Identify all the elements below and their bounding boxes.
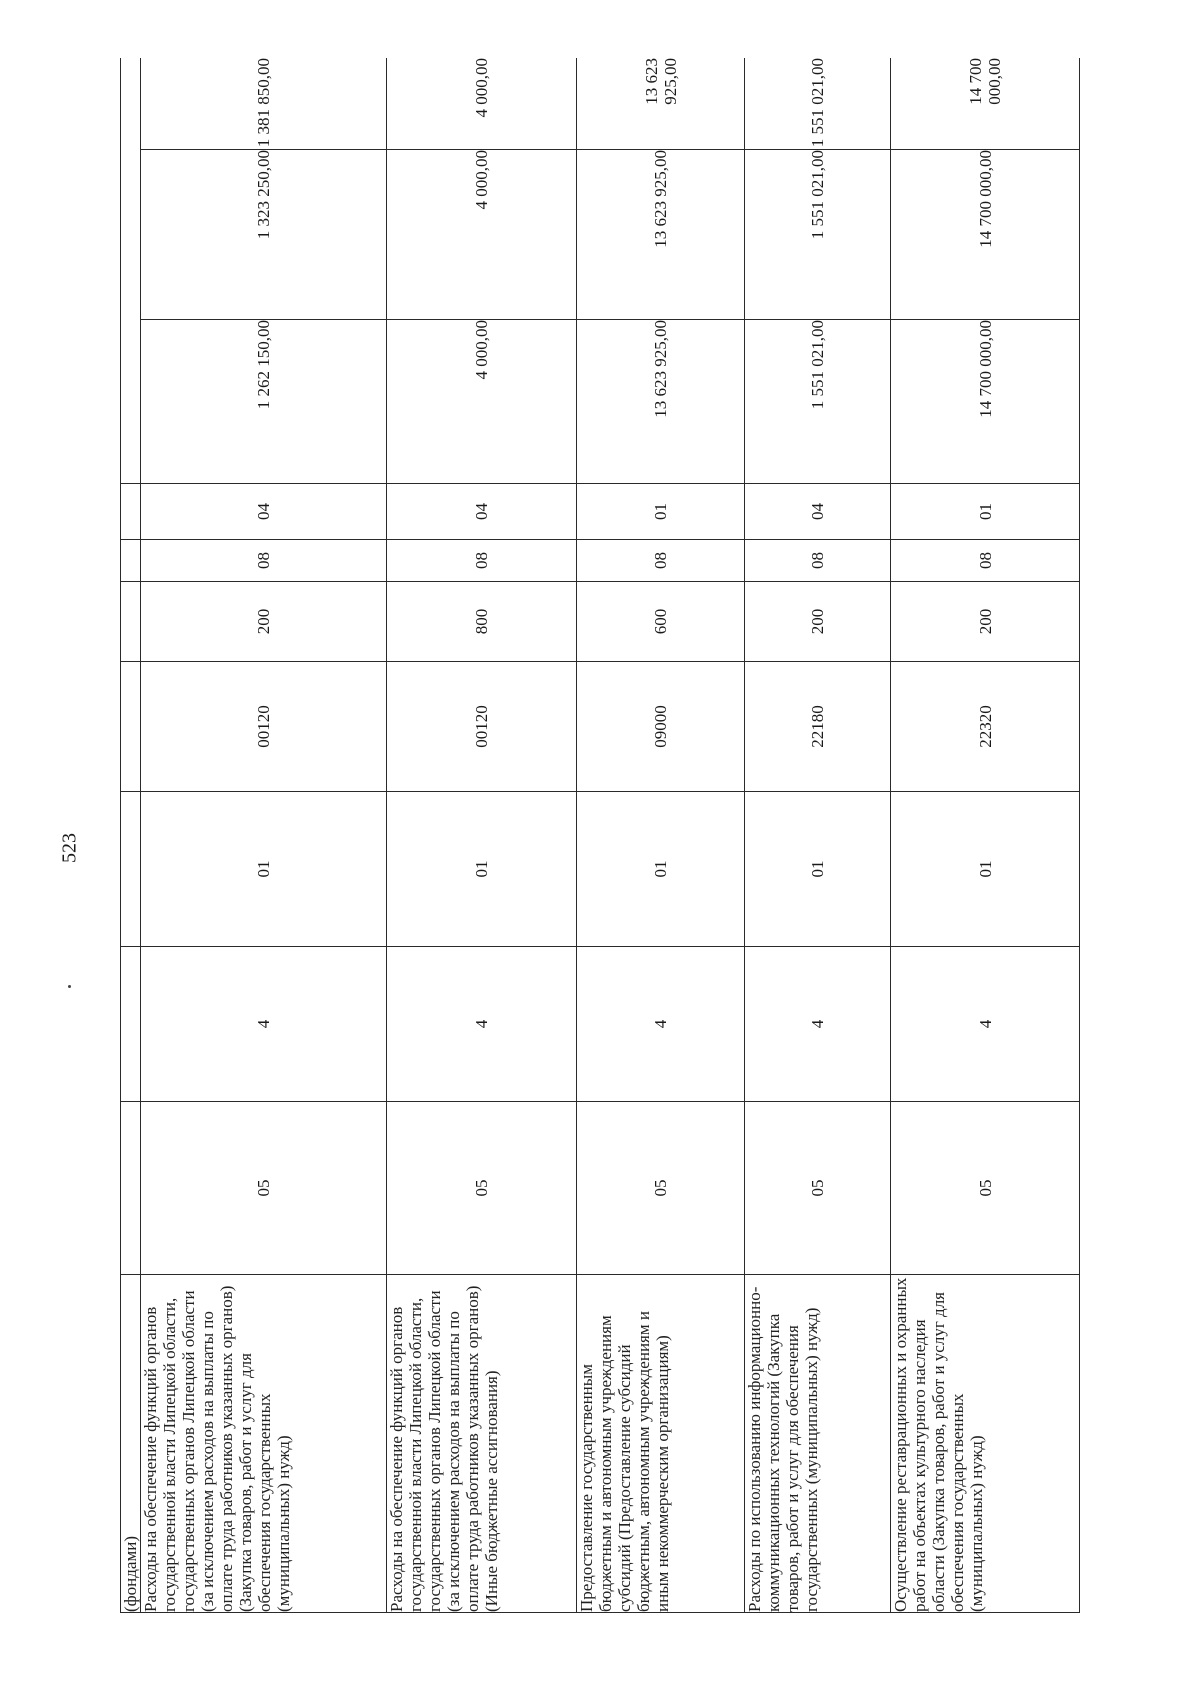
empty-cell bbox=[121, 792, 141, 947]
code-expense-type: 200 bbox=[745, 582, 891, 662]
code-subprogram: 4 bbox=[891, 947, 1080, 1102]
amount-year-1: 13 623 925,00 bbox=[577, 320, 745, 484]
code-main-event: 01 bbox=[577, 792, 745, 947]
table-row bbox=[891, 58, 1080, 1613]
table-row bbox=[577, 58, 745, 1613]
code-main-event: 01 bbox=[141, 792, 387, 947]
amount-year-2: 14 700 000,00 bbox=[891, 150, 1080, 320]
table-row bbox=[387, 58, 577, 1613]
amount-year-1: 4 000,00 bbox=[387, 320, 577, 484]
code-main-event: 01 bbox=[745, 792, 891, 947]
code-direction: 22320 bbox=[891, 662, 1080, 792]
code-expense-type: 200 bbox=[891, 582, 1080, 662]
amount-year-1: 14 700 000,00 bbox=[891, 320, 1080, 484]
code-section: 08 bbox=[387, 540, 577, 582]
code-main-event: 01 bbox=[387, 792, 577, 947]
code-direction: 22180 bbox=[745, 662, 891, 792]
code-subsection: 04 bbox=[141, 484, 387, 540]
empty-cell bbox=[121, 947, 141, 1102]
amount-year-3: 1 551 021,00 bbox=[745, 58, 891, 150]
expense-name: Расходы на обеспечение функций органов государственной власти Липецкой области, государственных органов Липецкой области (за исключением расходов на выплаты по оплате труда работников указанных органов) (Закупка товаров, работ и услуг для обеспечения государственных (муниципальных) нужд) bbox=[141, 1275, 387, 1613]
amount-year-2: 13 623 925,00 bbox=[577, 150, 745, 320]
table-landscape bbox=[120, 58, 1080, 1613]
expense-name: Расходы по использованию информационно-коммуникационных технологий (Закупка товаров, работ и услуг для обеспечения государственных (муниципальных) нужд) bbox=[745, 1275, 891, 1613]
amount-year-2: 4 000,00 bbox=[387, 150, 577, 320]
code-ministry: 05 bbox=[387, 1102, 577, 1275]
header-cell: (фондами) bbox=[121, 1275, 141, 1613]
amount-year-2: 1 323 250,00 bbox=[141, 150, 387, 320]
table-header-row bbox=[121, 58, 141, 1613]
code-subprogram: 4 bbox=[745, 947, 891, 1102]
amount-year-2: 1 551 021,00 bbox=[745, 150, 891, 320]
code-main-event: 01 bbox=[891, 792, 1080, 947]
code-expense-type: 800 bbox=[387, 582, 577, 662]
amount-year-1: 1 551 021,00 bbox=[745, 320, 891, 484]
code-ministry: 05 bbox=[141, 1102, 387, 1275]
empty-cell bbox=[121, 1102, 141, 1275]
code-ministry: 05 bbox=[745, 1102, 891, 1275]
code-subsection: 04 bbox=[745, 484, 891, 540]
code-subsection: 04 bbox=[387, 484, 577, 540]
code-ministry: 05 bbox=[891, 1102, 1080, 1275]
budget-table bbox=[120, 58, 1080, 1613]
code-section: 08 bbox=[577, 540, 745, 582]
expense-name: Предоставление государственным бюджетным и автономным учреждениям субсидий (Предоставление субсидий бюджетным, автономным учреждениям и иным некоммерческим организациям) bbox=[577, 1275, 745, 1613]
code-direction: 00120 bbox=[387, 662, 577, 792]
empty-cell bbox=[121, 540, 141, 582]
empty-cell bbox=[121, 58, 141, 484]
code-section: 08 bbox=[745, 540, 891, 582]
table-row bbox=[141, 58, 387, 1613]
amount-year-3: 4 000,00 bbox=[387, 58, 577, 150]
page-number: 523 bbox=[58, 833, 81, 863]
table-row bbox=[745, 58, 891, 1613]
scan-speck bbox=[68, 985, 71, 988]
code-section: 08 bbox=[141, 540, 387, 582]
code-direction: 09000 bbox=[577, 662, 745, 792]
amount-year-3: 1 381 850,00 bbox=[141, 58, 387, 150]
empty-cell bbox=[121, 582, 141, 662]
code-ministry: 05 bbox=[577, 1102, 745, 1275]
amount-year-3: 13 623 925,00 bbox=[577, 58, 745, 150]
code-subprogram: 4 bbox=[387, 947, 577, 1102]
code-expense-type: 200 bbox=[141, 582, 387, 662]
code-subsection: 01 bbox=[577, 484, 745, 540]
amount-year-3: 14 700 000,00 bbox=[891, 58, 1080, 150]
code-subprogram: 4 bbox=[141, 947, 387, 1102]
code-expense-type: 600 bbox=[577, 582, 745, 662]
code-subprogram: 4 bbox=[577, 947, 745, 1102]
expense-name: Осуществление реставрационных и охранных работ на объектах культурного наследия области (Закупка товаров, работ и услуг для обеспечения государственных (муниципальных) нужд) bbox=[891, 1275, 1080, 1613]
empty-cell bbox=[121, 484, 141, 540]
empty-cell bbox=[121, 662, 141, 792]
expense-name: Расходы на обеспечение функций органов государственной власти Липецкой области, государственных органов Липецкой области (за исключением расходов на выплаты по оплате труда работников указанных органов) (Иные бюджетные ассигнования) bbox=[387, 1275, 577, 1613]
code-subsection: 01 bbox=[891, 484, 1080, 540]
amount-year-1: 1 262 150,00 bbox=[141, 320, 387, 484]
rotated-table-area bbox=[120, 58, 1080, 1613]
code-section: 08 bbox=[891, 540, 1080, 582]
code-direction: 00120 bbox=[141, 662, 387, 792]
